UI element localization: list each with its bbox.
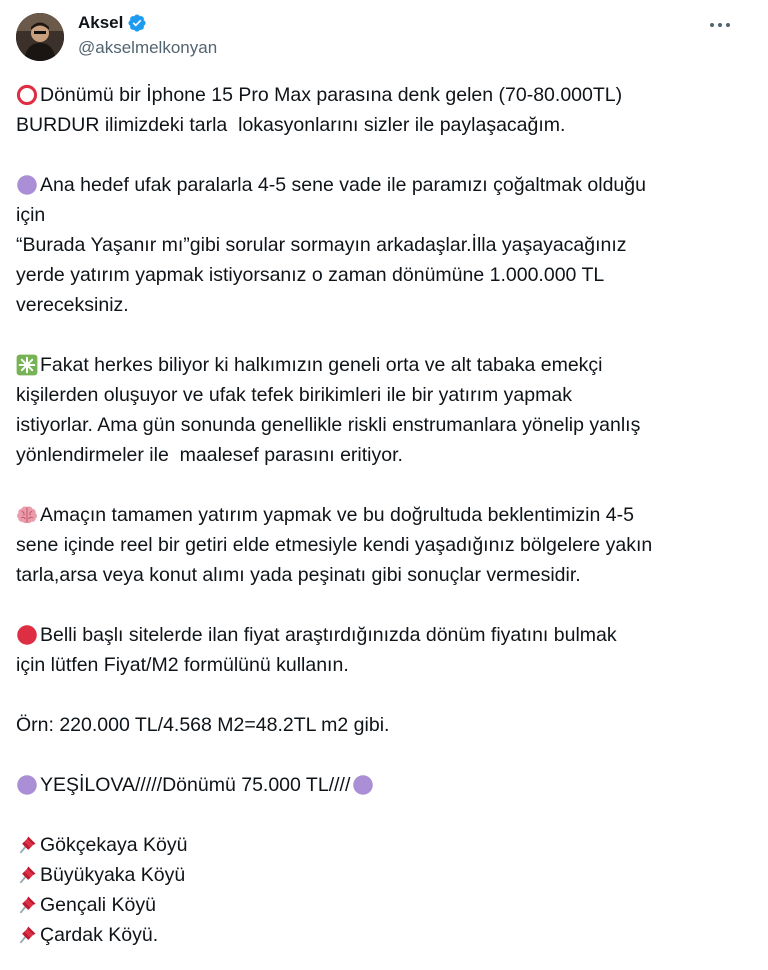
text-span: Gökçekaya Köyü (40, 834, 188, 856)
text-span: kişilerden oluşuyor ve ufak tefek birikimleri ile bir yatırım yapmak (16, 384, 572, 406)
text-span: Gençali Köyü (40, 894, 156, 916)
text-span: “Burada Yaşanır mı”gibi sorular sormayın arkadaşlar.İlla yaşayacağınız (16, 234, 627, 256)
brain-emoji (16, 504, 38, 526)
text-line (16, 440, 716, 470)
text-span: yönlendirmeler ile maalesef parasını eritiyor. (16, 444, 403, 466)
text-span: Büyükyaka Köyü (40, 864, 186, 886)
list-item (16, 860, 716, 890)
text-span: Fakat herkes biliyor ki halkımızın geneli orta ve alt tabaka emekçi (40, 354, 603, 376)
purple-circle-emoji (352, 774, 374, 796)
text-span: sene içinde reel bir getiri elde etmesiyle kendi yaşadığınız bölgelere yakın (16, 534, 653, 556)
pushpin-emoji (16, 834, 38, 856)
text-span: Örn: 220.000 TL/4.568 M2=48.2TL m2 gibi. (16, 714, 390, 736)
text-span: Ana hedef ufak paralarla 4-5 sene vade ile paramızı çoğaltmak olduğu (40, 174, 646, 196)
author-name-row[interactable] (78, 13, 147, 33)
text-span: Dönümü bir İphone 15 Pro Max parasına denk gelen (70-80.000TL) (40, 84, 623, 106)
list-item (16, 830, 716, 860)
text-line (16, 770, 716, 800)
text-span: tarla,arsa veya konut alımı yada peşinatı gibi sonuçlar vermesidir. (16, 564, 581, 586)
text-line (16, 620, 716, 650)
list-item (16, 890, 716, 920)
more-options-icon[interactable] (702, 15, 738, 35)
list-item (16, 920, 716, 950)
text-line (16, 350, 716, 380)
text-line (16, 200, 716, 230)
text-span: istiyorlar. Ama gün sonunda genellikle riskli enstrumanlara yönelip yanlış (16, 414, 641, 436)
text-line (16, 170, 716, 200)
tweet-text (16, 80, 716, 950)
handle[interactable]: @akselmelkonyan (78, 38, 218, 57)
text-span: için lütfen Fiyat/M2 formülünü kullanın. (16, 654, 349, 676)
text-line (16, 560, 716, 590)
avatar[interactable] (16, 13, 64, 61)
purple-circle-emoji (16, 774, 38, 796)
text-line (16, 500, 716, 530)
text-span: Belli başlı sitelerde ilan fiyat araştırdığınızda dönüm fiyatını bulmak (40, 624, 617, 646)
verified-badge-icon (127, 13, 147, 33)
text-span: Çardak Köyü. (40, 924, 159, 946)
text-line (16, 530, 716, 560)
text-span: Amaçın tamamen yatırım yapmak ve bu doğrultuda beklentimizin 4-5 (40, 504, 634, 526)
text-line (16, 710, 716, 740)
red-circle-emoji (16, 624, 38, 646)
pushpin-emoji (16, 864, 38, 886)
text-line (16, 260, 716, 290)
text-line (16, 80, 716, 110)
text-line (16, 230, 716, 260)
text-line (16, 650, 716, 680)
text-span: için (16, 204, 46, 226)
pushpin-emoji (16, 924, 38, 946)
text-span: vereceksiniz. (16, 294, 129, 316)
text-span: yerde yatırım yapmak istiyorsanız o zaman dönümüne 1.000.000 TL (16, 264, 605, 286)
text-line (16, 410, 716, 440)
text-line (16, 380, 716, 410)
text-line (16, 290, 716, 320)
purple-circle-emoji (16, 174, 38, 196)
display-name[interactable]: Aksel (78, 13, 124, 32)
pushpin-emoji (16, 894, 38, 916)
hollow-red-circle-emoji (16, 84, 38, 106)
text-line (16, 110, 716, 140)
eight-spoked-asterisk-emoji (16, 354, 38, 376)
text-span: YEŞİLOVA/////Dönümü 75.000 TL//// (40, 774, 351, 796)
text-span: BURDUR ilimizdeki tarla lokasyonlarını sizler ile paylaşacağım. (16, 114, 566, 136)
